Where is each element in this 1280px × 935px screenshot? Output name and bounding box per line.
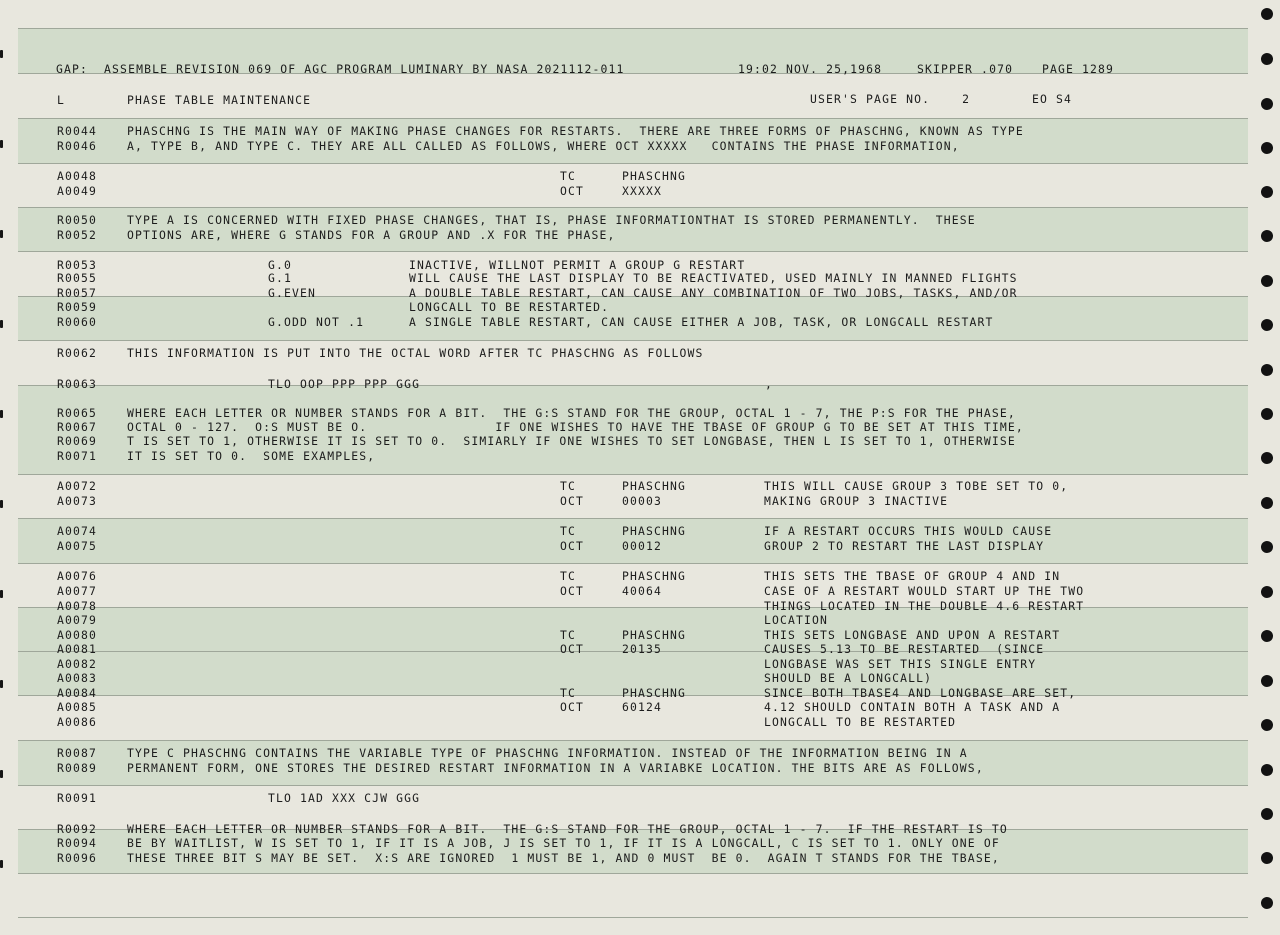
opcode: TC xyxy=(560,524,577,538)
bar-rule xyxy=(18,873,1248,874)
perforation-mark xyxy=(0,680,3,688)
line-number: A0076 xyxy=(57,569,98,583)
line-number: R0087 xyxy=(57,746,98,760)
opcode: OCT xyxy=(560,184,585,198)
opcode: TC xyxy=(560,686,577,700)
sprocket-hole xyxy=(1261,719,1273,731)
comment-text: TYPE C PHASCHNG CONTAINS THE VARIABLE TYPE OF PHASCHNG INFORMATION. INSTEAD OF THE INFORMATION BEING IN A xyxy=(127,746,968,760)
bar-rule xyxy=(18,563,1248,564)
line-number: A0078 xyxy=(57,599,98,613)
inline-comment: THIS WILL CAUSE GROUP 3 TOBE SET TO 0, xyxy=(764,479,1069,493)
section-title: PHASE TABLE MAINTENANCE xyxy=(127,93,312,107)
label-field: G.0 xyxy=(268,258,293,272)
line-number: R0044 xyxy=(57,124,98,138)
sprocket-hole xyxy=(1261,53,1273,65)
opcode: OCT xyxy=(560,494,585,508)
perforation-mark xyxy=(0,590,3,598)
line-number: R0057 xyxy=(57,286,98,300)
opcode: OCT xyxy=(560,700,585,714)
comment-text: PERMANENT FORM, ONE STORES THE DESIRED RESTART INFORMATION IN A VARIABKE LOCATION. THE BITS ARE AS FOLLOWS, xyxy=(127,761,984,775)
line-number: R0094 xyxy=(57,836,98,850)
line-number: R0067 xyxy=(57,420,98,434)
bar-rule xyxy=(18,207,1248,208)
inline-comment: THIS SETS THE TBASE OF GROUP 4 AND IN xyxy=(764,569,1061,583)
line-number: R0050 xyxy=(57,213,98,227)
sprocket-hole xyxy=(1261,497,1273,509)
inline-comment: GROUP 2 TO RESTART THE LAST DISPLAY xyxy=(764,539,1045,553)
perforation-mark xyxy=(0,230,3,238)
header-title: GAP: ASSEMBLE REVISION 069 OF AGC PROGRAM LUMINARY BY NASA 2021112-011 xyxy=(56,62,625,76)
operand: PHASCHNG xyxy=(622,524,687,538)
comment-text: OCTAL 0 - 127. O:S MUST BE O. IF ONE WISHES TO HAVE THE TBASE OF GROUP G TO BE SET AT THIS TIME, xyxy=(127,420,1024,434)
sprocket-hole xyxy=(1261,675,1273,687)
comment-text: TYPE A IS CONCERNED WITH FIXED PHASE CHANGES, THAT IS, PHASE INFORMATIONTHAT IS STORED PERMANENTLY. THESE xyxy=(127,213,976,227)
subheader-code: L xyxy=(57,93,66,107)
label-field: G.EVEN xyxy=(268,286,317,300)
bar-rule xyxy=(18,917,1248,918)
line-number: A0075 xyxy=(57,539,98,553)
line-number: R0052 xyxy=(57,228,98,242)
line-number: A0079 xyxy=(57,613,98,627)
label-field: TLO OOP PPP PPP GGG xyxy=(268,377,421,391)
line-number: R0062 xyxy=(57,346,98,360)
comment-text: BE BY WAITLIST, W IS SET TO 1, IF IT IS A JOB, J IS SET TO 1, IF IT IS A LONGCALL, C IS SET TO 1. ONLY ONE OF xyxy=(127,836,1000,850)
line-number: A0073 xyxy=(57,494,98,508)
bar-rule xyxy=(18,474,1248,475)
description-text: LONGCALL TO BE RESTARTED. xyxy=(409,300,610,314)
comment-text: WHERE EACH LETTER OR NUMBER STANDS FOR A BIT. THE G:S STAND FOR THE GROUP, OCTAL 1 - 7. IF THE RESTART IS TO xyxy=(127,822,1008,836)
comment-text: A, TYPE B, AND TYPE C. THEY ARE ALL CALLED AS FOLLOWS, WHERE OCT XXXXX CONTAINS THE PHASE INFORMATION, xyxy=(127,139,960,153)
bar-rule xyxy=(18,118,1248,119)
line-number: A0048 xyxy=(57,169,98,183)
bar-rule xyxy=(18,28,1248,29)
opcode: TC xyxy=(560,569,577,583)
line-number: A0085 xyxy=(57,700,98,714)
inline-comment: CASE OF A RESTART WOULD START UP THE TWO xyxy=(764,584,1085,598)
inline-comment: SINCE BOTH TBASE4 AND LONGBASE ARE SET, xyxy=(764,686,1077,700)
sprocket-hole xyxy=(1261,364,1273,376)
perforation-mark xyxy=(0,410,3,418)
bar-rule xyxy=(18,340,1248,341)
line-number: A0080 xyxy=(57,628,98,642)
line-number: A0074 xyxy=(57,524,98,538)
line-number: R0065 xyxy=(57,406,98,420)
bar-rule xyxy=(18,251,1248,252)
sprocket-hole xyxy=(1261,897,1273,909)
sprocket-hole xyxy=(1261,808,1273,820)
line-number: R0091 xyxy=(57,791,98,805)
line-number: A0077 xyxy=(57,584,98,598)
inline-comment: SHOULD BE A LONGCALL) xyxy=(764,671,933,685)
sprocket-hole xyxy=(1261,852,1273,864)
opcode: OCT xyxy=(560,539,585,553)
line-number: R0053 xyxy=(57,258,98,272)
line-number: A0083 xyxy=(57,671,98,685)
operand: 00003 xyxy=(622,494,663,508)
subheader-ref: EO S4 xyxy=(1032,92,1073,106)
line-number: R0089 xyxy=(57,761,98,775)
inline-comment: IF A RESTART OCCURS THIS WOULD CAUSE xyxy=(764,524,1053,538)
line-number: R0060 xyxy=(57,315,98,329)
operand: 00012 xyxy=(622,539,663,553)
comment-text: OPTIONS ARE, WHERE G STANDS FOR A GROUP AND .X FOR THE PHASE, xyxy=(127,228,616,242)
line-number: R0071 xyxy=(57,449,98,463)
sprocket-hole xyxy=(1261,8,1273,20)
sprocket-hole xyxy=(1261,586,1273,598)
sprocket-hole xyxy=(1261,230,1273,242)
comment-text: T IS SET TO 1, OTHERWISE IT IS SET TO 0. SIMIARLY IF ONE WISHES TO SET LONGBASE, THEN L IS SET TO 1, OTHERWISE xyxy=(127,434,1016,448)
sprocket-hole xyxy=(1261,541,1273,553)
header-skipper: SKIPPER .070 xyxy=(917,62,1014,76)
line-number: R0063 xyxy=(57,377,98,391)
sprocket-hole xyxy=(1261,764,1273,776)
sprocket-hole xyxy=(1261,186,1273,198)
description-text: INACTIVE, WILLNOT PERMIT A GROUP G RESTART xyxy=(409,258,746,272)
comment-text: WHERE EACH LETTER OR NUMBER STANDS FOR A BIT. THE G:S STAND FOR THE GROUP, OCTAL 1 - 7, THE P:S FOR THE PHASE, xyxy=(127,406,1016,420)
perforation-mark xyxy=(0,50,3,58)
sprocket-hole xyxy=(1261,452,1273,464)
line-number: A0084 xyxy=(57,686,98,700)
operand: PHASCHNG xyxy=(622,628,687,642)
sprocket-hole xyxy=(1261,319,1273,331)
line-number: R0096 xyxy=(57,851,98,865)
perforation-mark xyxy=(0,140,3,148)
operand: PHASCHNG xyxy=(622,169,687,183)
label-field: G.ODD NOT .1 xyxy=(268,315,365,329)
line-number: R0046 xyxy=(57,139,98,153)
perforation-mark xyxy=(0,500,3,508)
operand: PHASCHNG xyxy=(622,686,687,700)
line-number: A0081 xyxy=(57,642,98,656)
description-text: A SINGLE TABLE RESTART, CAN CAUSE EITHER A JOB, TASK, OR LONGCALL RESTART xyxy=(409,315,994,329)
line-number: R0092 xyxy=(57,822,98,836)
line-number: A0082 xyxy=(57,657,98,671)
line-number: R0059 xyxy=(57,300,98,314)
line-number: R0069 xyxy=(57,434,98,448)
users-page-number: USER'S PAGE NO. 2 xyxy=(810,92,971,106)
line-number: A0086 xyxy=(57,715,98,729)
opcode: TC xyxy=(560,169,577,183)
operand: PHASCHNG xyxy=(622,479,687,493)
bar-rule xyxy=(18,740,1248,741)
sprocket-hole xyxy=(1261,630,1273,642)
inline-comment: THINGS LOCATED IN THE DOUBLE 4.6 RESTART xyxy=(764,599,1085,613)
bar-rule xyxy=(18,163,1248,164)
operand: 60124 xyxy=(622,700,663,714)
sprocket-hole xyxy=(1261,275,1273,287)
inline-comment: 4.12 SHOULD CONTAIN BOTH A TASK AND A xyxy=(764,700,1061,714)
comment-text: IT IS SET TO 0. SOME EXAMPLES, xyxy=(127,449,376,463)
operand: XXXXX xyxy=(622,184,663,198)
inline-comment: CAUSES 5.13 TO BE RESTARTED (SINCE xyxy=(764,642,1045,656)
inline-comment: LOCATION xyxy=(764,613,829,627)
comment-text: PHASCHNG IS THE MAIN WAY OF MAKING PHASE CHANGES FOR RESTARTS. THERE ARE THREE FORMS OF PHASCHNG, KNOWN AS TYPE xyxy=(127,124,1024,138)
opcode: OCT xyxy=(560,584,585,598)
description-text: WILL CAUSE THE LAST DISPLAY TO BE REACTIVATED, USED MAINLY IN MANNED FLIGHTS xyxy=(409,271,1018,285)
header-timestamp: 19:02 NOV. 25,1968 xyxy=(738,62,883,76)
bar-rule xyxy=(18,385,1248,386)
label-field: G.1 xyxy=(268,271,293,285)
perforation-mark xyxy=(0,770,3,778)
opcode: TC xyxy=(560,479,577,493)
bar-rule xyxy=(18,785,1248,786)
operand: 20135 xyxy=(622,642,663,656)
inline-comment: LONGCALL TO BE RESTARTED xyxy=(764,715,957,729)
operand: PHASCHNG xyxy=(622,569,687,583)
sprocket-hole xyxy=(1261,408,1273,420)
opcode: TC xyxy=(560,628,577,642)
perforation-mark xyxy=(0,860,3,868)
header-page-number: PAGE 1289 xyxy=(1042,62,1115,76)
inline-comment: LONGBASE WAS SET THIS SINGLE ENTRY xyxy=(764,657,1037,671)
inline-comment: THIS SETS LONGBASE AND UPON A RESTART xyxy=(764,628,1061,642)
opcode: OCT xyxy=(560,642,585,656)
perforation-mark xyxy=(0,320,3,328)
inline-comment: MAKING GROUP 3 INACTIVE xyxy=(764,494,949,508)
comment-text: THESE THREE BIT S MAY BE SET. X:S ARE IGNORED 1 MUST BE 1, AND 0 MUST BE 0. AGAIN T STANDS FOR THE TBASE, xyxy=(127,851,1000,865)
comma-mark: , xyxy=(765,377,774,391)
sprocket-hole xyxy=(1261,98,1273,110)
line-number: A0049 xyxy=(57,184,98,198)
label-field: TLO 1AD XXX CJW GGG xyxy=(268,791,421,805)
sprocket-hole xyxy=(1261,142,1273,154)
line-number: R0055 xyxy=(57,271,98,285)
bar-rule xyxy=(18,518,1248,519)
comment-text: THIS INFORMATION IS PUT INTO THE OCTAL WORD AFTER TC PHASCHNG AS FOLLOWS xyxy=(127,346,704,360)
line-number: A0072 xyxy=(57,479,98,493)
description-text: A DOUBLE TABLE RESTART, CAN CAUSE ANY COMBINATION OF TWO JOBS, TASKS, AND/OR xyxy=(409,286,1018,300)
operand: 40064 xyxy=(622,584,663,598)
